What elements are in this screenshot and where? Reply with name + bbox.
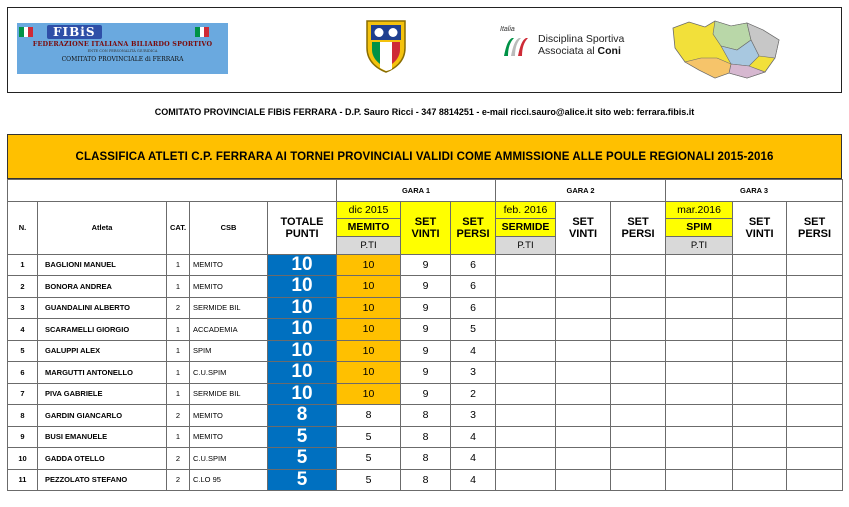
empty-score-cell: [556, 362, 611, 384]
athlete-name: BUSI EMANUELE: [38, 426, 167, 448]
athlete-category: 1: [167, 254, 190, 276]
athlete-category: 2: [167, 469, 190, 491]
gara-1-points: 5: [337, 469, 401, 491]
empty-score-cell: [666, 426, 733, 448]
gara-1-points: 10: [337, 383, 401, 405]
gara-3-pti-header: P.TI: [666, 237, 732, 254]
empty-score-cell: [787, 405, 843, 427]
table-row: [8, 426, 843, 448]
gara-1-set-persi: 6: [451, 276, 496, 298]
athlete-name: SCARAMELLI GIORGIO: [38, 319, 167, 341]
athlete-rank: 2: [8, 276, 38, 298]
empty-score-cell: [611, 448, 666, 470]
empty-score-cell: [787, 448, 843, 470]
gara-1-info: [337, 201, 401, 254]
athlete-total-points: 10: [268, 340, 337, 362]
athlete-category: 2: [167, 448, 190, 470]
empty-score-cell: [496, 448, 556, 470]
athlete-club: C.LO 95: [190, 469, 268, 491]
athlete-rank: 6: [8, 362, 38, 384]
athlete-name: GADDA OTELLO: [38, 448, 167, 470]
committee-contact-line: COMITATO PROVINCIALE FIBiS FERRARA - D.P. Sauro Ricci - 347 8814251 - e-mail ricci.sauro@alice.it sito web: ferrara.fibis.it: [154, 107, 695, 117]
empty-score-cell: [787, 254, 843, 276]
gara-1-set-vinti: 9: [401, 383, 451, 405]
athlete-name: BONORA ANDREA: [38, 276, 167, 298]
fibis-committee-name: COMITATO PROVINCIALE di FERRARA: [61, 56, 184, 63]
table-row: [8, 469, 843, 491]
table-row: [8, 362, 843, 384]
athlete-total-points: 8: [268, 405, 337, 427]
athlete-name: GALUPPI ALEX: [38, 340, 167, 362]
empty-score-cell: [733, 469, 787, 491]
athlete-name: BAGLIONI MANUEL: [38, 254, 167, 276]
coni-text-line1: Disciplina Sportiva: [538, 33, 625, 45]
empty-score-cell: [496, 405, 556, 427]
athlete-total-points: 10: [268, 362, 337, 384]
empty-score-cell: [556, 340, 611, 362]
athlete-rank: 1: [8, 254, 38, 276]
empty-score-cell: [787, 297, 843, 319]
gara-3-venue: SPIM: [666, 219, 732, 237]
empty-score-cell: [733, 405, 787, 427]
empty-score-cell: [556, 276, 611, 298]
empty-score-cell: [666, 254, 733, 276]
empty-score-cell: [556, 448, 611, 470]
empty-score-cell: [556, 319, 611, 341]
athlete-category: 1: [167, 362, 190, 384]
gara-1-points: 10: [337, 319, 401, 341]
athlete-total-points: 10: [268, 254, 337, 276]
empty-score-cell: [666, 297, 733, 319]
empty-score-cell: [611, 469, 666, 491]
empty-score-cell: [666, 276, 733, 298]
coni-logo: [500, 26, 660, 66]
empty-score-cell: [787, 426, 843, 448]
empty-score-cell: [556, 297, 611, 319]
coni-text-line2: Associata al Coni: [538, 45, 621, 57]
empty-score-cell: [733, 340, 787, 362]
athlete-total-points: 5: [268, 426, 337, 448]
gara-1-label: GARA 1: [337, 180, 496, 202]
athlete-club: MEMITO: [190, 426, 268, 448]
empty-score-cell: [496, 297, 556, 319]
athlete-club: SERMIDE BIL: [190, 297, 268, 319]
athlete-rank: 5: [8, 340, 38, 362]
gara-1-points: 10: [337, 340, 401, 362]
athlete-club: MEMITO: [190, 254, 268, 276]
gara-1-set-vinti: 9: [401, 340, 451, 362]
empty-score-cell: [611, 383, 666, 405]
gara-1-points: 10: [337, 297, 401, 319]
athlete-name: GUANDALINI ALBERTO: [38, 297, 167, 319]
fibis-logo: [17, 23, 228, 74]
athlete-category: 1: [167, 426, 190, 448]
athlete-club: C.U.SPIM: [190, 448, 268, 470]
gara-header-row: [8, 180, 843, 202]
table-title: CLASSIFICA ATLETI C.P. FERRARA AI TORNEI PROVINCIALI VALIDI COME AMMISSIONE ALLE POULE REGIONALI 2015-2016: [7, 134, 842, 179]
ranking-table: [7, 179, 843, 491]
athlete-rank: 9: [8, 426, 38, 448]
empty-score-cell: [666, 362, 733, 384]
fibis-federation-name: FEDERAZIONE ITALIANA BILIARDO SPORTIVO: [32, 40, 213, 48]
gara-1-set-persi-header: SET PERSI: [451, 201, 496, 254]
athlete-club: C.U.SPIM: [190, 362, 268, 384]
gara-3-set-vinti-header: SET VINTI: [733, 201, 787, 254]
empty-score-cell: [556, 383, 611, 405]
empty-score-cell: [787, 340, 843, 362]
empty-score-cell: [733, 319, 787, 341]
empty-score-cell: [611, 362, 666, 384]
empty-score-cell: [666, 469, 733, 491]
gara-1-set-persi: 4: [451, 426, 496, 448]
empty-score-cell: [496, 319, 556, 341]
gara-2-info: [496, 201, 556, 254]
column-header-row: [8, 201, 843, 254]
gara-1-set-persi: 3: [451, 362, 496, 384]
gara-1-set-vinti: 8: [401, 448, 451, 470]
athlete-total-points: 10: [268, 383, 337, 405]
athlete-rank: 4: [8, 319, 38, 341]
gara-1-set-persi: 5: [451, 319, 496, 341]
gara-2-label: GARA 2: [496, 180, 666, 202]
gara-1-set-persi: 4: [451, 448, 496, 470]
gara-3-info: [666, 201, 733, 254]
table-row: [8, 254, 843, 276]
gara-1-points: 10: [337, 362, 401, 384]
italian-flag-icon: [19, 27, 33, 37]
empty-score-cell: [611, 297, 666, 319]
ferrara-province-map-icon: [671, 18, 783, 81]
gara-1-set-vinti-header: SET VINTI: [401, 201, 451, 254]
empty-score-cell: [733, 448, 787, 470]
athlete-club: MEMITO: [190, 405, 268, 427]
athlete-category: 2: [167, 297, 190, 319]
empty-score-cell: [787, 383, 843, 405]
fibis-wordmark: FIBiS: [47, 25, 102, 39]
gara-2-date: feb. 2016: [496, 202, 555, 220]
col-header-n: N.: [8, 201, 38, 254]
gara-2-pti-header: P.TI: [496, 237, 555, 254]
athlete-category: 1: [167, 319, 190, 341]
gara-1-set-persi: 6: [451, 297, 496, 319]
gara-1-set-persi: 4: [451, 340, 496, 362]
table-row: [8, 340, 843, 362]
empty-score-cell: [496, 340, 556, 362]
athlete-rank: 10: [8, 448, 38, 470]
empty-score-cell: [611, 405, 666, 427]
col-header-totale-punti: TOTALE PUNTI: [268, 201, 337, 254]
athlete-total-points: 10: [268, 276, 337, 298]
empty-score-cell: [611, 276, 666, 298]
empty-score-cell: [556, 405, 611, 427]
athlete-club: SPIM: [190, 340, 268, 362]
athlete-name: PIVA GABRIELE: [38, 383, 167, 405]
table-row: [8, 448, 843, 470]
col-header-cat: CAT.: [167, 201, 190, 254]
gara-1-set-vinti: 8: [401, 426, 451, 448]
table-row: [8, 383, 843, 405]
empty-score-cell: [733, 276, 787, 298]
fibis-shield-icon: [364, 18, 408, 74]
athlete-total-points: 5: [268, 469, 337, 491]
gara-1-points: 8: [337, 405, 401, 427]
table-row: [8, 319, 843, 341]
empty-score-cell: [666, 448, 733, 470]
empty-score-cell: [666, 383, 733, 405]
gara-2-venue: SERMIDE: [496, 219, 555, 237]
table-row: [8, 405, 843, 427]
empty-score-cell: [787, 319, 843, 341]
gara-1-set-vinti: 8: [401, 469, 451, 491]
athlete-rank: 3: [8, 297, 38, 319]
empty-score-cell: [496, 362, 556, 384]
athlete-category: 1: [167, 340, 190, 362]
gara-1-points: 10: [337, 254, 401, 276]
empty-score-cell: [733, 362, 787, 384]
empty-score-cell: [787, 362, 843, 384]
gara-1-set-persi: 6: [451, 254, 496, 276]
coni-italia-label: Italia: [500, 26, 515, 33]
empty-score-cell: [496, 276, 556, 298]
empty-score-cell: [496, 469, 556, 491]
athlete-name: PEZZOLATO STEFANO: [38, 469, 167, 491]
gara-3-date: mar.2016: [666, 202, 732, 220]
col-header-atleta: Atleta: [38, 201, 167, 254]
athlete-name: GARDIN GIANCARLO: [38, 405, 167, 427]
athlete-category: 2: [167, 405, 190, 427]
empty-score-cell: [611, 254, 666, 276]
gara-1-set-persi: 3: [451, 405, 496, 427]
empty-score-cell: [611, 426, 666, 448]
empty-corner-cell: [8, 180, 337, 202]
empty-score-cell: [611, 340, 666, 362]
athlete-club: ACCADEMIA: [190, 319, 268, 341]
empty-score-cell: [733, 254, 787, 276]
empty-score-cell: [496, 426, 556, 448]
athlete-category: 1: [167, 383, 190, 405]
athlete-rank: 11: [8, 469, 38, 491]
gara-2-set-vinti-header: SET VINTI: [556, 201, 611, 254]
gara-3-label: GARA 3: [666, 180, 843, 202]
gara-1-set-vinti: 9: [401, 362, 451, 384]
gara-2-set-persi-header: SET PERSI: [611, 201, 666, 254]
athlete-total-points: 5: [268, 448, 337, 470]
athlete-total-points: 10: [268, 297, 337, 319]
empty-score-cell: [733, 383, 787, 405]
empty-score-cell: [611, 319, 666, 341]
col-header-csb: CSB: [190, 201, 268, 254]
empty-score-cell: [787, 469, 843, 491]
table-row: [8, 297, 843, 319]
table-row: [8, 276, 843, 298]
gara-1-points: 5: [337, 448, 401, 470]
gara-1-points: 5: [337, 426, 401, 448]
gara-1-set-vinti: 9: [401, 319, 451, 341]
italian-flag-icon: [195, 27, 209, 37]
empty-score-cell: [496, 383, 556, 405]
athlete-club: MEMITO: [190, 276, 268, 298]
gara-1-set-persi: 2: [451, 383, 496, 405]
gara-1-set-vinti: 8: [401, 405, 451, 427]
gara-1-set-vinti: 9: [401, 254, 451, 276]
athlete-total-points: 10: [268, 319, 337, 341]
gara-1-venue: MEMITO: [337, 219, 400, 237]
athlete-rank: 8: [8, 405, 38, 427]
empty-score-cell: [733, 297, 787, 319]
gara-1-date: dic 2015: [337, 202, 400, 220]
gara-1-points: 10: [337, 276, 401, 298]
empty-score-cell: [556, 254, 611, 276]
empty-score-cell: [733, 426, 787, 448]
gara-1-set-persi: 4: [451, 469, 496, 491]
fibis-subline: ENTE CON PERSONALITÀ GIURIDICA: [87, 49, 158, 53]
empty-score-cell: [666, 340, 733, 362]
athlete-club: SERMIDE BIL: [190, 383, 268, 405]
empty-score-cell: [556, 426, 611, 448]
athlete-name: MARGUTTI ANTONELLO: [38, 362, 167, 384]
coni-tricolor-icon: [502, 36, 532, 58]
gara-1-pti-header: P.TI: [337, 237, 400, 254]
empty-score-cell: [666, 405, 733, 427]
athlete-category: 1: [167, 276, 190, 298]
empty-score-cell: [496, 254, 556, 276]
gara-1-set-vinti: 9: [401, 297, 451, 319]
gara-3-set-persi-header: SET PERSI: [787, 201, 843, 254]
empty-score-cell: [556, 469, 611, 491]
empty-score-cell: [666, 319, 733, 341]
empty-score-cell: [787, 276, 843, 298]
gara-1-set-vinti: 9: [401, 276, 451, 298]
athlete-rank: 7: [8, 383, 38, 405]
